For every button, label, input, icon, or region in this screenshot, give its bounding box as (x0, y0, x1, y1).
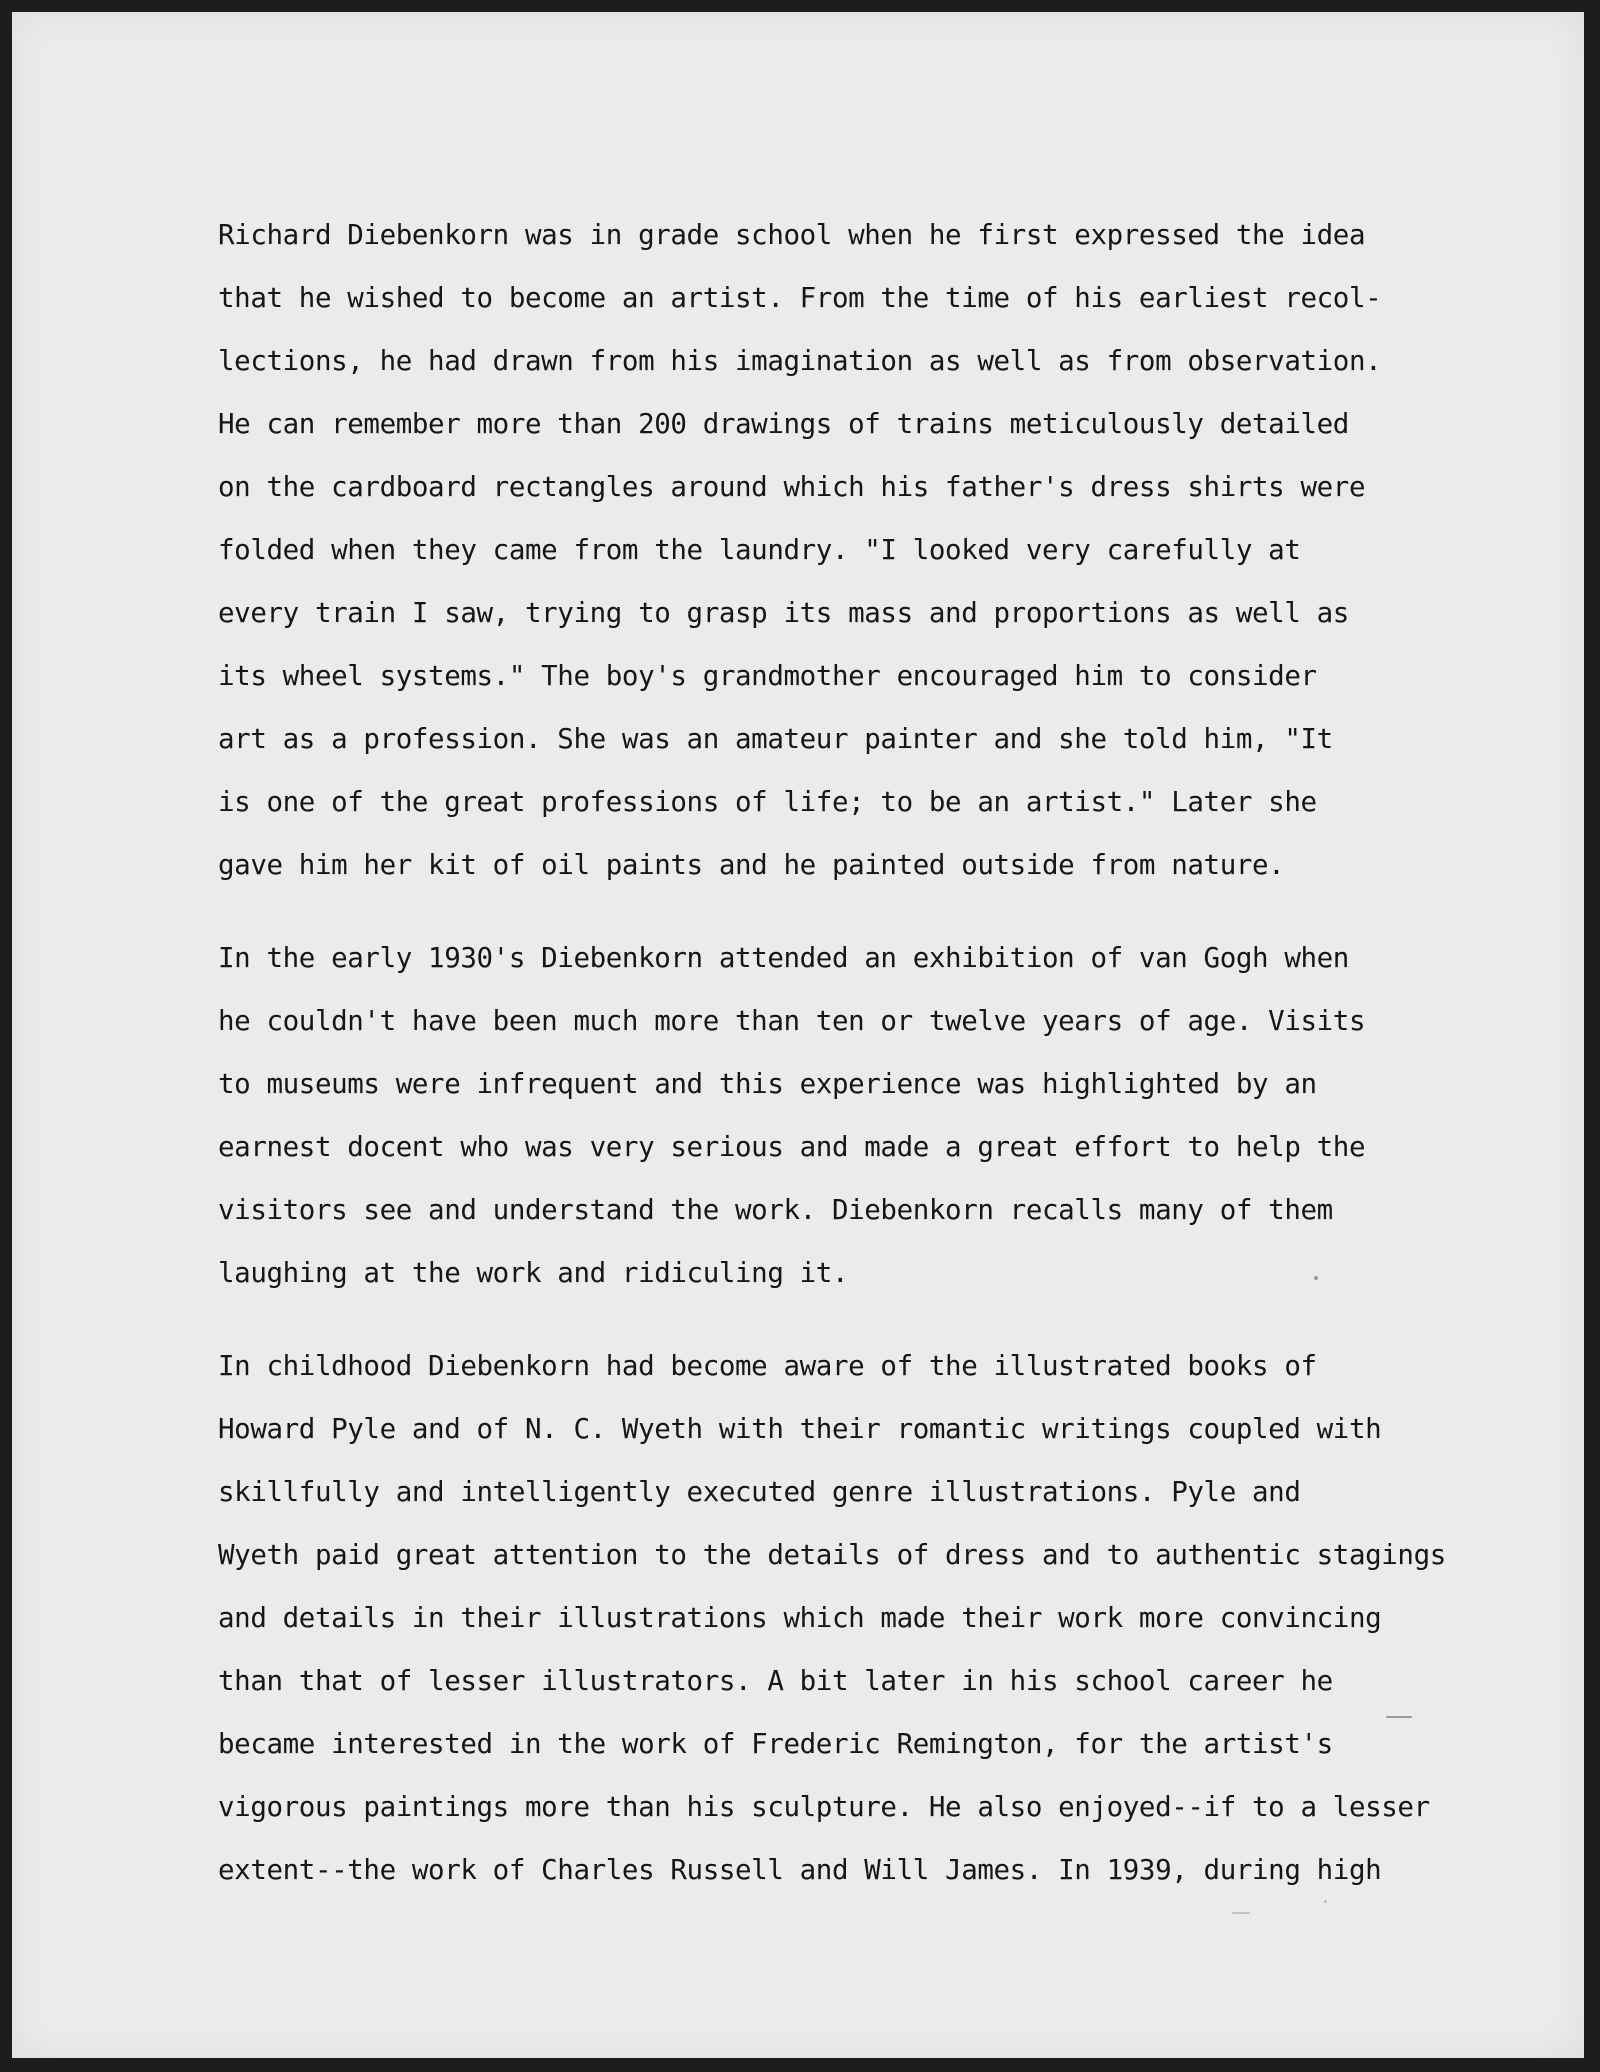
document-body (218, 204, 1446, 1902)
text-line: laughing at the work and ridiculing it. (218, 1257, 849, 1289)
text-line: vigorous paintings more than his sculpture. He also enjoyed--if to a lesser (218, 1791, 1430, 1823)
text-line: earnest docent who was very serious and made a great effort to help the (218, 1131, 1366, 1163)
text-line: he couldn't have been much more than ten or twelve years of age. Visits (218, 1005, 1366, 1037)
paragraph-1 (218, 204, 1418, 897)
text-line: its wheel systems." The boy's grandmother encouraged him to consider (218, 660, 1317, 692)
text-line: skillfully and intelligently executed genre illustrations. Pyle and (218, 1476, 1301, 1508)
text-line: visitors see and understand the work. Diebenkorn recalls many of them (218, 1194, 1333, 1226)
text-line: folded when they came from the laundry. "I looked very carefully at (218, 534, 1301, 566)
paragraph-spacer (218, 1305, 1418, 1335)
scan-speck (1324, 1900, 1327, 1903)
text-line: became interested in the work of Frederic Remington, for the artist's (218, 1728, 1333, 1760)
document-page (12, 12, 1584, 2058)
text-line: gave him her kit of oil paints and he painted outside from nature. (218, 849, 1285, 881)
text-line: extent--the work of Charles Russell and Will James. In 1939, during high (218, 1854, 1382, 1886)
scan-speck (1386, 1716, 1412, 1718)
text-line: art as a profession. She was an amateur painter and she told him, "It (218, 723, 1333, 755)
scan-speck (1232, 1912, 1250, 1914)
text-line: Wyeth paid great attention to the details of dress and to authentic stagings (218, 1539, 1446, 1571)
text-line: He can remember more than 200 drawings of trains meticulously detailed (218, 408, 1349, 440)
text-line: every train I saw, trying to grasp its mass and proportions as well as (218, 597, 1349, 629)
paragraph-3 (218, 1335, 1446, 1902)
paragraph-spacer (218, 897, 1418, 927)
text-line: Richard Diebenkorn was in grade school when he first expressed the idea (218, 219, 1366, 251)
text-line: lections, he had drawn from his imagination as well as from observation. (218, 345, 1382, 377)
text-line: to museums were infrequent and this experience was highlighted by an (218, 1068, 1317, 1100)
text-line: and details in their illustrations which made their work more convincing (218, 1602, 1382, 1634)
text-line: than that of lesser illustrators. A bit later in his school career he (218, 1665, 1333, 1697)
text-line: that he wished to become an artist. From the time of his earliest recol- (218, 282, 1382, 314)
text-line: In childhood Diebenkorn had become aware of the illustrated books of (218, 1350, 1317, 1382)
text-line: In the early 1930's Diebenkorn attended an exhibition of van Gogh when (218, 942, 1349, 974)
text-line: is one of the great professions of life; to be an artist." Later she (218, 786, 1317, 818)
scan-speck (1314, 1276, 1318, 1280)
text-line: on the cardboard rectangles around which his father's dress shirts were (218, 471, 1366, 503)
paragraph-2 (218, 927, 1418, 1305)
text-line: Howard Pyle and of N. C. Wyeth with their romantic writings coupled with (218, 1413, 1382, 1445)
